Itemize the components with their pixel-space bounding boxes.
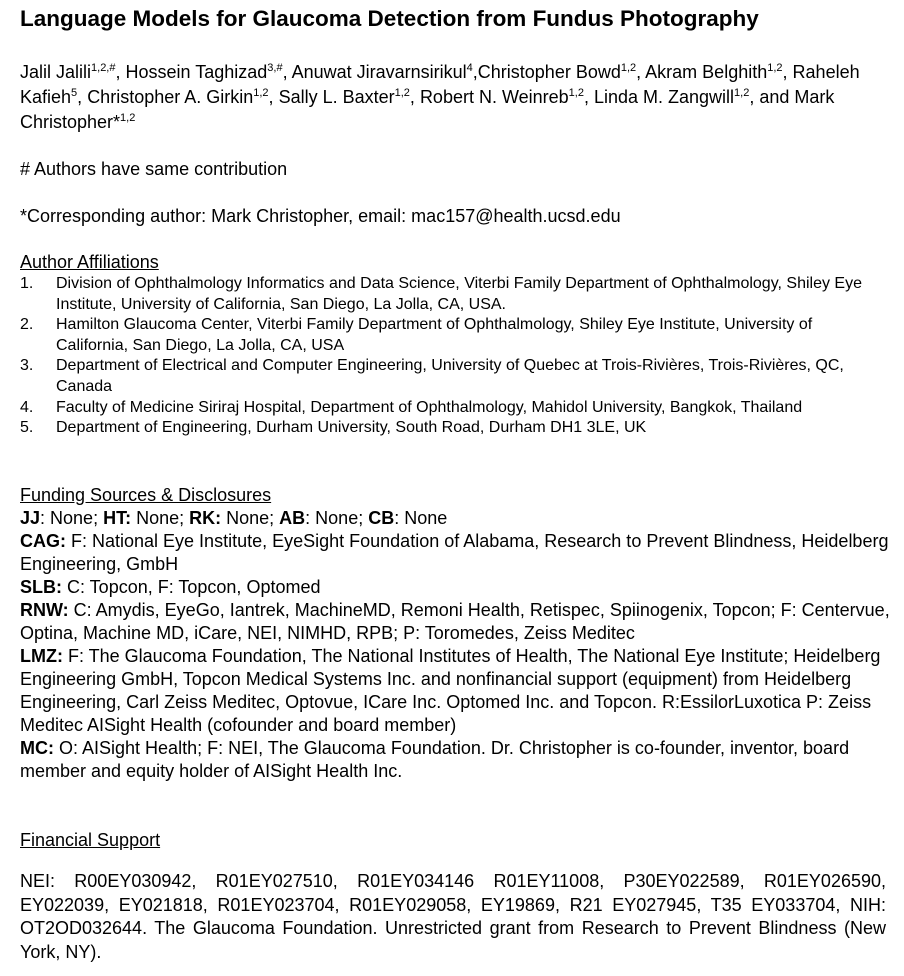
author: Robert N. Weinreb$^{1,2}$ <box>419 87 584 107</box>
author: Anuwat Jiravarnsirikul$^4$ <box>291 62 473 82</box>
equal-contribution-note: # Authors have same contribution <box>20 159 288 179</box>
affiliation-item: 4. Faculty of Medicine Siriraj Hospital, Department of Ophthalmology, Mahidol University, Bangkok, Thailand <box>20 398 803 416</box>
corresponding-author: *Corresponding author: Mark Christopher, email: mac157@health.ucsd.edu <box>20 206 621 226</box>
financial-support-paragraph: NEI: R00EY030942, R01EY027510, R01EY034146 R01EY11008, P30EY022589, R01EY026590, EY022039, EY021818, R01EY023704, R01EY029058, EY19869, R21 EY027945, T35 EY033704, NIH: OT2OD032644. The Glaucoma Foundation. Unrestricted grant from Research to Prevent Blindness (New York, NY). <box>20 871 886 962</box>
disclosure-line: LMZ: F: The Glaucoma Foundation, The National Institutes of Health, The National Eye Institute; Heidelberg Engineering GmbH, Topcon Medical Systems Inc. and nonfinancial support (equipment) from Heidelberg Engineering, Carl Zeiss Meditec, Optovue, ICare Inc. Optomed Inc. and Topcon. R:EssilorLuxotica P: Zeiss Meditec AISight Health (cofounder and board member) <box>20 646 881 735</box>
author: Linda M. Zangwill$^{1,2}$ <box>593 87 750 107</box>
author: Mark Christopher*$^{1,2}$ <box>20 87 835 132</box>
affiliation-item: 1. Division of Ophthalmology Informatics and Data Science, Viterbi Family Department of Ophthalmology, Shiley Eye Institute, University of California, San Diego, La Jolla, CA, USA. <box>20 275 862 313</box>
title-cut-line <box>20 0 886 4</box>
paper-title <box>20 5 900 33</box>
author-list: Jalil Jalili$^{1,2,\#}$, Hossein Taghizad$^{3,\#}$, Anuwat Jiravarnsirikul$^4$,Christopher Bowd$^{1,2}$, Akram Belghith$^{1,2}$, Raheleh Kafieh$^5$, Christopher A. Girkin$^{1,2}$, Sally L. Baxter$^{1,2}$, Robert N. Weinreb$^{1,2}$, Linda M. Zangwill$^{1,2}$, and Mark Christopher*$^{1,2}$ <box>20 62 860 132</box>
disclosure-line: RNW: C: Amydis, EyeGo, Iantrek, MachineMD, Remoni Health, Retispec, Spiinogenix, Topcon; F: Centervue, Optina, Machine MD, iCare, NEI, NIMHD, RPB; P: Toromedes, Zeiss Meditec <box>20 600 890 643</box>
financial-support-heading: Financial Support <box>20 830 161 850</box>
funding-heading: Funding Sources & Disclosures <box>20 485 272 505</box>
disclosure-line: CAG: F: National Eye Institute, EyeSight Foundation of Alabama, Research to Prevent Blindness, Heidelberg Engineering, GmbH <box>20 531 889 574</box>
affiliations-list <box>20 274 886 439</box>
disclosure-line: SLB: C: Topcon, F: Topcon, Optomed <box>20 577 321 597</box>
title-line: Language Models for Glaucoma Detection from Fundus Photography <box>20 6 759 31</box>
author: Hossein Taghizad$^{3,\#}$ <box>125 62 283 82</box>
author: Jalil Jalili$^{1,2,\#}$ <box>20 62 116 82</box>
paper-page <box>20 0 890 962</box>
author: Christopher A. Girkin$^{1,2}$ <box>87 87 269 107</box>
affiliation-item: 2. Hamilton Glaucoma Center, Viterbi Family Department of Ophthalmology, Shiley Eye Institute, University of California, San Diego, La Jolla, CA, USA <box>20 316 813 354</box>
disclosure-line: MC: O: AISight Health; F: NEI, The Glaucoma Foundation. Dr. Christopher is co-founder, inventor, board member and equity holder of AISight Health Inc. <box>20 738 850 781</box>
author: Raheleh Kafieh$^5$ <box>20 62 860 107</box>
author: Christopher Bowd$^{1,2}$ <box>477 62 637 82</box>
financial-support-text <box>20 870 886 964</box>
affiliations-list-wrap <box>20 274 886 439</box>
affiliation-item: 3. Department of Electrical and Computer Engineering, University of Quebec at Trois-Rivières, Trois-Rivières, QC, Canada <box>20 357 844 395</box>
author: Akram Belghith$^{1,2}$ <box>645 62 783 82</box>
disclosure-line: JJ: None; HT: None; RK: None; AB: None; CB: None <box>20 508 448 528</box>
author: Sally L. Baxter$^{1,2}$ <box>278 87 410 107</box>
affiliations-heading: Author Affiliations <box>20 252 159 272</box>
funding-disclosures <box>20 507 890 783</box>
affiliation-item: 5. Department of Engineering, Durham University, South Road, Durham DH1 3LE, UK <box>20 419 647 437</box>
